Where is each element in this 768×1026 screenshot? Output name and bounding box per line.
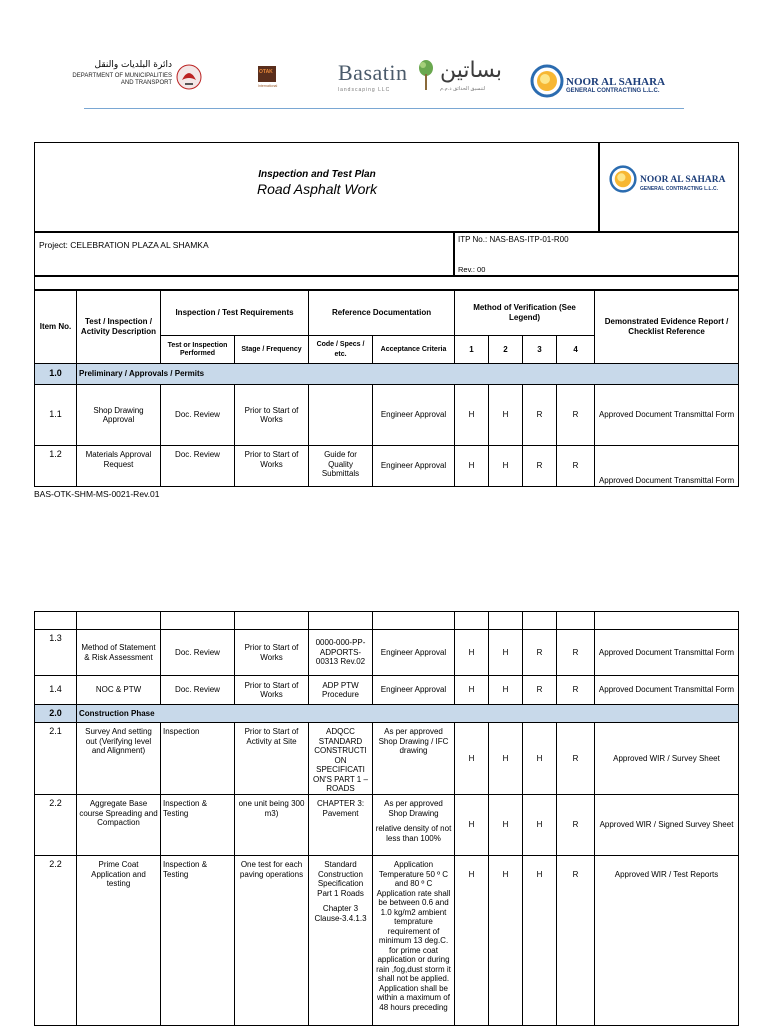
- col-evidence: Demonstrated Evidence Report / Checklist Reference: [595, 290, 739, 364]
- item-desc: Materials Approval Request: [77, 446, 161, 487]
- item-accept: Application Temperature 50 º C and 80 º C Application rate shall be between 0.6 and 1.0 kg/m2 ambient temprature requirement of minimum 13 deg.C. for prime coat application or during rain ,fog,dust storm it shall not be applied. Application shall be within a maximum of 48 hours preceding: [373, 856, 455, 1026]
- item-stage: Prior to Start of Works: [235, 630, 309, 676]
- sun-globe-icon: [609, 165, 637, 193]
- doc-subtitle: Inspection and Test Plan: [258, 169, 376, 180]
- sun-globe-icon: [530, 64, 564, 98]
- col-test: Test / Inspection / Activity Description: [77, 290, 161, 364]
- itp-label: ITP No.:: [458, 235, 488, 244]
- item-test: Doc. Review: [161, 385, 235, 446]
- item-stage: one unit being 300 m3): [235, 795, 309, 856]
- item-m2: H: [489, 723, 523, 795]
- item-m4: R: [557, 676, 595, 705]
- noor-name: NOOR AL SAHARA: [566, 76, 666, 88]
- noor-al-sahara-logo: [530, 64, 680, 98]
- table-row: [35, 385, 739, 446]
- basatin-logo: [338, 58, 504, 98]
- col-method: Method of Verification (See Legend): [455, 290, 595, 336]
- item-desc: Shop Drawing Approval: [77, 385, 161, 446]
- col-code: Code / Specs / etc.: [309, 336, 373, 364]
- item-test: Doc. Review: [161, 676, 235, 705]
- item-m1: H: [455, 795, 489, 856]
- item-test: Doc. Review: [161, 630, 235, 676]
- itp-cell: [453, 231, 739, 277]
- item-m2: H: [489, 385, 523, 446]
- noor-sub: GENERAL CONTRACTING L.L.C.: [566, 88, 660, 94]
- item-m1: H: [455, 385, 489, 446]
- item-desc: Aggregate Base course Spreading and Compaction: [77, 795, 161, 856]
- item-m2: H: [489, 630, 523, 676]
- item-accept: As per approved Shop Drawing / IFC drawing: [373, 723, 455, 795]
- item-desc: NOC & PTW: [77, 676, 161, 705]
- item-m3: R: [523, 385, 557, 446]
- section-title: Construction Phase: [77, 705, 739, 723]
- rev-label: Rev.:: [458, 265, 475, 274]
- dmt-arabic-text: دائرة البلديات والنقل: [94, 60, 172, 70]
- item-m1: H: [455, 723, 489, 795]
- item-accept: [373, 795, 455, 856]
- itp-table-page1: [34, 289, 739, 487]
- section-no: 2.0: [35, 705, 77, 723]
- item-m2: H: [489, 795, 523, 856]
- table-row: [35, 630, 739, 676]
- item-evidence: Approved WIR / Test Reports: [595, 856, 739, 1026]
- item-test: Inspection & Testing: [161, 856, 235, 1026]
- basatin-sub: landscaping LLC: [338, 87, 391, 93]
- section-title: Preliminary / Approvals / Permits: [77, 364, 739, 385]
- item-m4: R: [557, 630, 595, 676]
- item-accept: Engineer Approval: [373, 676, 455, 705]
- item-m2: H: [489, 676, 523, 705]
- item-m4: R: [557, 795, 595, 856]
- item-evidence: Approved Document Transmittal Form: [595, 630, 739, 676]
- project-value: CELEBRATION PLAZA AL SHAMKA: [70, 240, 209, 250]
- item-accept-1: As per approved Shop Drawing: [384, 799, 443, 818]
- item-evidence: Approved Document Transmittal Form: [595, 446, 739, 487]
- item-code: ADP PTW Procedure: [309, 676, 373, 705]
- item-code-1: Standard Construction Specification Part 1 Roads: [317, 860, 364, 898]
- item-evidence: Approved WIR / Signed Survey Sheet: [595, 795, 739, 856]
- item-m4: R: [557, 385, 595, 446]
- section-no: 1.0: [35, 364, 77, 385]
- item-m3: R: [523, 446, 557, 487]
- item-no: 1.1: [35, 385, 77, 446]
- footer-code: BAS-OTK-SHM-MS-0021-Rev.01: [34, 489, 160, 499]
- section-row: [35, 364, 739, 385]
- col-m1: 1: [455, 336, 489, 364]
- item-stage: Prior to Start of Works: [235, 446, 309, 487]
- item-code: Guide for Quality Submittals: [309, 446, 373, 487]
- col-test-performed: Test or Inspection Performed: [161, 336, 235, 364]
- table-row: [35, 795, 739, 856]
- item-accept: Engineer Approval: [373, 446, 455, 487]
- item-m3: H: [523, 723, 557, 795]
- item-m4: R: [557, 856, 595, 1026]
- item-m1: H: [455, 856, 489, 1026]
- doc-title: Road Asphalt Work: [256, 181, 378, 197]
- col-insp-req: Inspection / Test Requirements: [161, 290, 309, 336]
- table-row: [35, 676, 739, 705]
- item-test: Doc. Review: [161, 446, 235, 487]
- item-test: Inspection: [161, 723, 235, 795]
- item-m4: R: [557, 446, 595, 487]
- item-desc: Method of Statement & Risk Assessment: [77, 630, 161, 676]
- noor-sub-small: GENERAL CONTRACTING L.L.C.: [640, 186, 718, 192]
- tree-icon: [416, 58, 436, 92]
- item-code-2: Chapter 3 Clause-3.4.1.3: [314, 904, 367, 923]
- dmt-line1: DEPARTMENT OF MUNICIPALITIES: [72, 73, 172, 79]
- project-label: Project:: [39, 240, 68, 250]
- table-row: [35, 446, 739, 487]
- col-ref-doc: Reference Documentation: [309, 290, 455, 336]
- item-accept: Engineer Approval: [373, 385, 455, 446]
- item-no: 2.2: [35, 795, 77, 856]
- itp-value: NAS-BAS-ITP-01-R00: [489, 235, 569, 244]
- item-code: CHAPTER 3: Pavement: [309, 795, 373, 856]
- table-row: [35, 856, 739, 1026]
- item-code: 0000-000-PP-ADPORTS-00313 Rev.02: [309, 630, 373, 676]
- dmt-line2: AND TRANSPORT: [120, 80, 172, 86]
- item-evidence: Approved WIR / Survey Sheet: [595, 723, 739, 795]
- item-accept-2: relative density of not less than 100%: [375, 824, 452, 843]
- otak-label: OTAK: [259, 69, 273, 75]
- item-code: [309, 856, 373, 1026]
- col-m4: 4: [557, 336, 595, 364]
- item-m1: H: [455, 446, 489, 487]
- title-logo-cell: [598, 142, 739, 233]
- item-test: Inspection & Testing: [161, 795, 235, 856]
- col-m2: 2: [489, 336, 523, 364]
- basatin-arabic: بساتين: [440, 58, 502, 83]
- rev-value: 00: [477, 265, 486, 274]
- col-m3: 3: [523, 336, 557, 364]
- otak-logo: [258, 66, 278, 94]
- col-item-no: Item No.: [35, 290, 77, 364]
- blank-header-row: [35, 612, 739, 630]
- item-no: 1.2: [35, 446, 77, 487]
- col-acceptance: Acceptance Criteria: [373, 336, 455, 364]
- item-m3: H: [523, 795, 557, 856]
- item-code: ADQCC STANDARD CONSTRUCTI ON SPECIFICATI ON'S PART 1 – ROADS: [309, 723, 373, 795]
- item-stage: Prior to Start of Activity at Site: [235, 723, 309, 795]
- item-no: 1.3: [35, 630, 77, 676]
- item-m4: R: [557, 723, 595, 795]
- table-row: [35, 723, 739, 795]
- item-stage: One test for each paving operations: [235, 856, 309, 1026]
- item-desc: Prime Coat Application and testing: [77, 856, 161, 1026]
- item-no: 2.2: [35, 856, 77, 1026]
- noor-name-small: NOOR AL SAHARA: [640, 175, 726, 185]
- basatin-arabic-sub: لتنسيق الحدائق ذ.م.م: [440, 86, 486, 92]
- project-cell: [34, 231, 455, 277]
- header-rule: [84, 108, 684, 109]
- falcon-emblem-icon: [176, 62, 202, 92]
- item-accept: Engineer Approval: [373, 630, 455, 676]
- item-stage: Prior to Start of Works: [235, 385, 309, 446]
- item-stage: Prior to Start of Works: [235, 676, 309, 705]
- item-m1: H: [455, 676, 489, 705]
- item-m1: H: [455, 630, 489, 676]
- col-stage: Stage / Frequency: [235, 336, 309, 364]
- item-no: 1.4: [35, 676, 77, 705]
- item-evidence: Approved Document Transmittal Form: [595, 385, 739, 446]
- basatin-name: Basatin: [338, 60, 408, 85]
- item-code: [309, 385, 373, 446]
- item-m2: H: [489, 856, 523, 1026]
- item-no: 2.1: [35, 723, 77, 795]
- item-evidence: Approved Document Transmittal Form: [595, 676, 739, 705]
- dmt-logo: [72, 60, 202, 96]
- title-block: [34, 142, 600, 233]
- otak-sub: International: [258, 84, 278, 88]
- itp-table-page2: [34, 611, 739, 1026]
- section-row: [35, 705, 739, 723]
- item-m3: R: [523, 630, 557, 676]
- item-m2: H: [489, 446, 523, 487]
- item-m3: H: [523, 856, 557, 1026]
- item-desc: Survey And setting out (Verifying level and Alignment): [77, 723, 161, 795]
- item-m3: R: [523, 676, 557, 705]
